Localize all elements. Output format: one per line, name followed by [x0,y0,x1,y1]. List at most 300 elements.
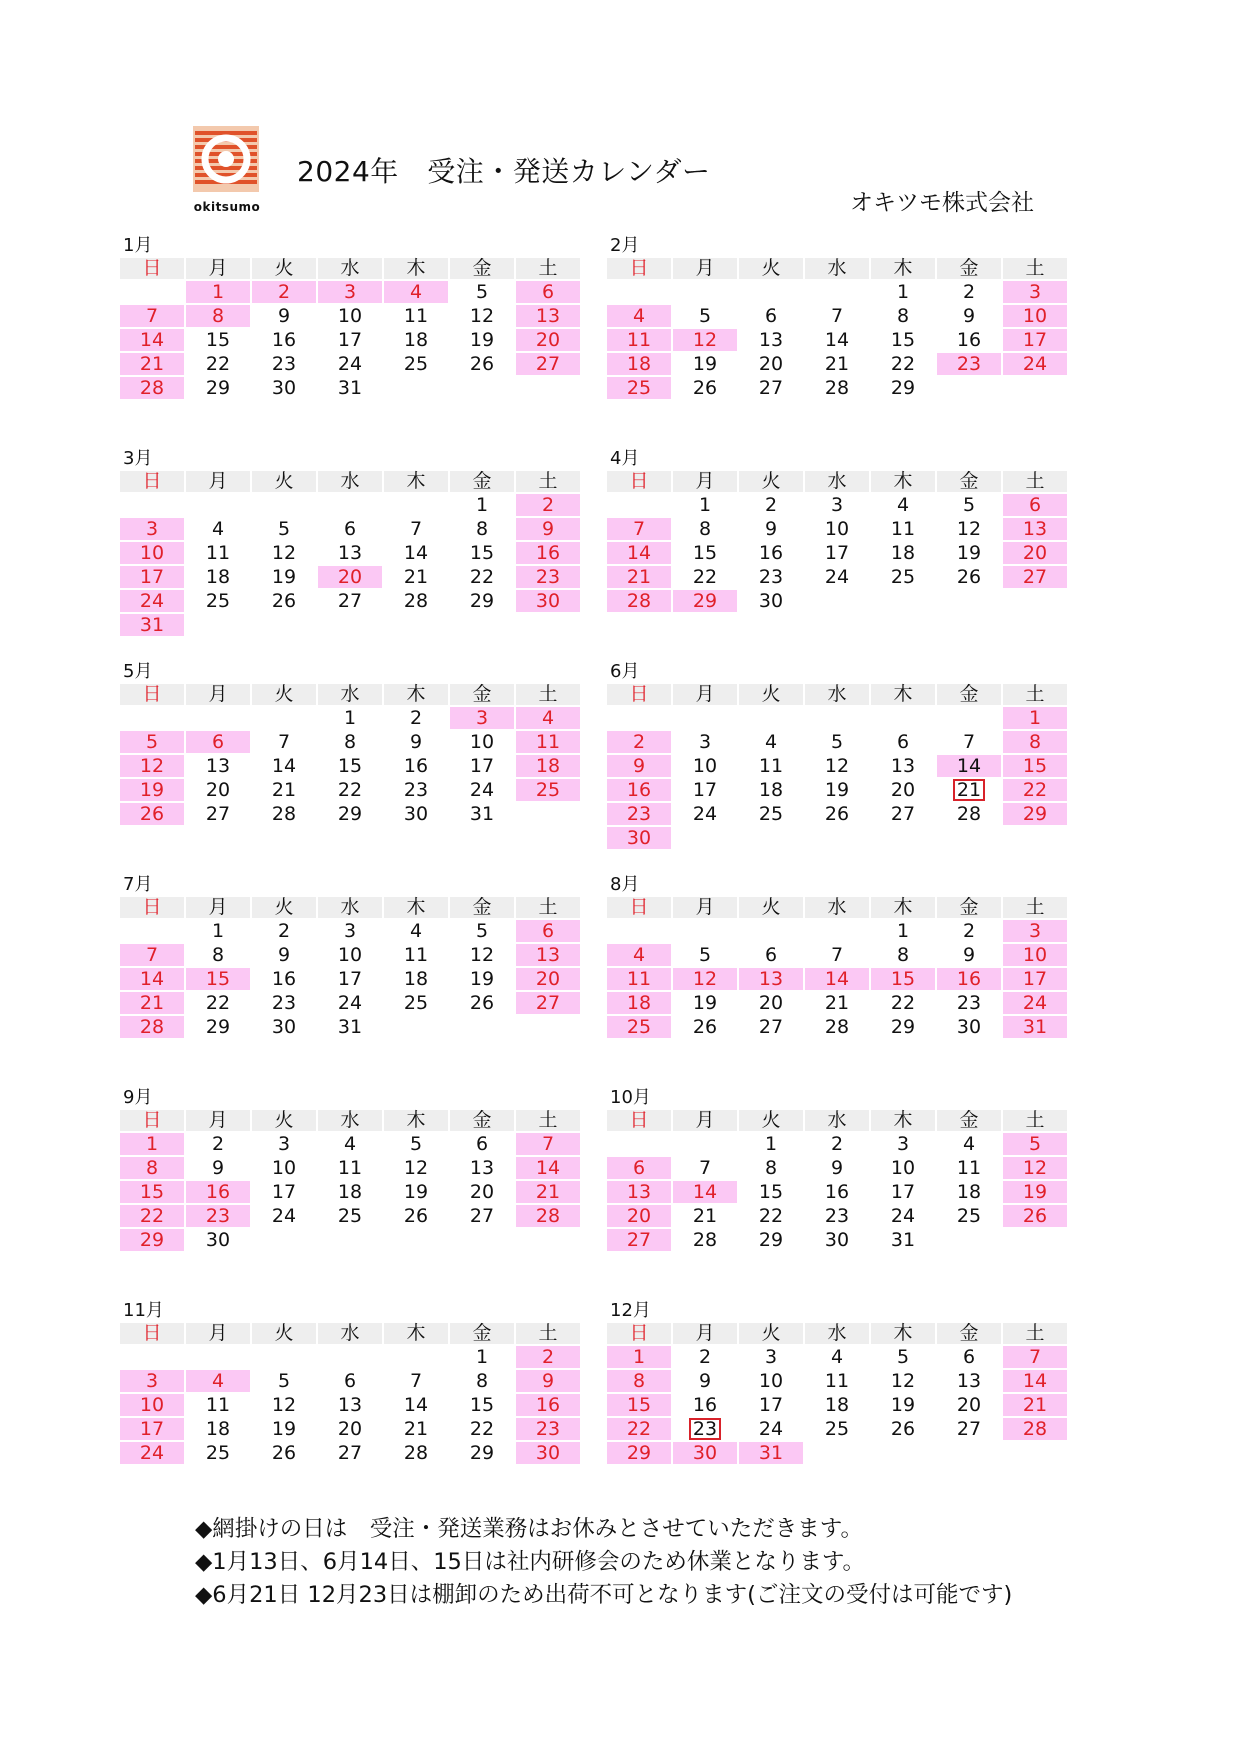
month-grid [607,897,1067,1038]
weekday-header: 火 [252,1323,316,1344]
day-cell: 26 [403,1205,429,1227]
closed-day-cell: 26 [120,803,184,825]
closed-day-cell: 7 [516,1133,580,1155]
weekday-header: 火 [739,684,803,705]
weekday-header: 木 [384,471,448,492]
weekday-header: 土 [516,258,580,279]
day-cell: 2 [962,281,976,303]
day-cell: 10 [337,305,363,327]
day-cell: 25 [890,566,916,588]
closed-day-cell: 13 [1003,518,1067,540]
closed-day-cell: 7 [120,944,184,966]
closed-day-cell: 15 [871,968,935,990]
weekday-header: 火 [739,258,803,279]
month-label: 5月 [123,661,153,682]
day-cell: 17 [692,779,718,801]
closed-day-cell: 17 [120,1418,184,1440]
closed-day-cell: 14 [937,755,1001,777]
day-cell: 13 [469,1157,495,1179]
closed-day-cell: 2 [516,1346,580,1368]
month-label: 10月 [610,1087,651,1108]
month-block [120,873,580,1038]
closed-day-cell: 1 [186,281,250,303]
day-cell: 13 [890,755,916,777]
day-cell: 21 [692,1205,718,1227]
day-cell: 9 [962,944,976,966]
day-cell: 19 [824,779,850,801]
closed-day-cell: 15 [1003,755,1067,777]
day-cell: 19 [271,1418,297,1440]
closed-day-cell: 21 [516,1181,580,1203]
day-cell: 17 [758,1394,784,1416]
note-line: ◆1月13日、6月14日、15日は社内研修会のため休業となります。 [195,1549,866,1575]
weekday-header: 金 [450,684,514,705]
day-cell: 29 [890,377,916,399]
month-block [607,660,1067,849]
closed-day-cell: 11 [516,731,580,753]
day-cell: 22 [205,992,231,1014]
closed-day-cell: 27 [516,992,580,1014]
closed-day-cell: 17 [120,566,184,588]
empty-cell [805,920,869,942]
day-cell: 22 [692,566,718,588]
weekday-header: 火 [252,471,316,492]
day-cell: 1 [475,1346,489,1368]
day-cell: 9 [277,944,291,966]
day-cell: 19 [692,353,718,375]
empty-cell [607,920,671,942]
day-cell: 1 [698,494,712,516]
month-block [120,234,580,399]
day-cell: 17 [469,755,495,777]
closed-day-cell: 8 [186,305,250,327]
month-label: 7月 [123,874,153,895]
day-cell: 26 [271,1442,297,1464]
closed-day-cell: 2 [252,281,316,303]
closed-day-cell: 8 [120,1157,184,1179]
day-cell: 8 [211,944,225,966]
day-cell: 18 [824,1394,850,1416]
day-cell: 23 [824,1205,850,1227]
empty-cell [120,1346,184,1368]
closed-day-cell: 7 [120,305,184,327]
day-cell: 27 [758,1016,784,1038]
day-cell: 5 [277,518,291,540]
weekday-header: 水 [805,471,869,492]
day-cell: 18 [205,566,231,588]
weekday-header: 金 [937,897,1001,918]
weekday-header: 火 [739,1323,803,1344]
day-cell: 28 [824,1016,850,1038]
closed-day-cell: 30 [607,827,671,849]
closed-day-cell: 19 [120,779,184,801]
closed-day-cell: 7 [1003,1346,1067,1368]
day-cell: 23 [271,353,297,375]
closed-day-cell: 18 [607,353,671,375]
day-cell: 15 [692,542,718,564]
day-cell: 27 [890,803,916,825]
day-cell: 30 [205,1229,231,1251]
day-cell: 27 [205,803,231,825]
day-cell: 4 [211,518,225,540]
day-cell: 11 [403,305,429,327]
day-cell: 5 [409,1133,423,1155]
closed-day-cell: 4 [516,707,580,729]
day-cell: 26 [271,590,297,612]
day-cell: 1 [475,494,489,516]
day-cell: 2 [409,707,423,729]
day-cell: 20 [469,1181,495,1203]
day-cell: 28 [403,1442,429,1464]
day-cell: 3 [343,920,357,942]
closed-day-cell: 27 [1003,566,1067,588]
day-cell: 16 [956,329,982,351]
day-cell: 12 [403,1157,429,1179]
empty-cell [186,1346,250,1368]
day-cell: 6 [343,1370,357,1392]
closed-day-cell: 1 [607,1346,671,1368]
note-line: ◆6月21日 12月23日は棚卸のため出荷不可となります(ご注文の受付は可能です) [195,1582,1013,1608]
closed-day-cell: 6 [186,731,250,753]
day-cell: 11 [205,1394,231,1416]
weekday-header: 土 [1003,258,1067,279]
day-cell: 1 [896,281,910,303]
closed-day-cell: 23 [516,566,580,588]
empty-cell [739,707,803,729]
day-cell: 17 [824,542,850,564]
day-cell: 28 [271,803,297,825]
day-cell: 19 [271,566,297,588]
day-cell: 4 [343,1133,357,1155]
closed-day-cell: 3 [120,518,184,540]
weekday-header: 日 [607,471,671,492]
weekday-header: 火 [252,1110,316,1131]
weekday-header: 金 [937,258,1001,279]
empty-cell [186,707,250,729]
day-cell: 19 [469,329,495,351]
weekday-header: 木 [384,684,448,705]
month-grid [607,258,1067,399]
month-label: 3月 [123,448,153,469]
day-cell: 22 [205,353,231,375]
day-cell: 25 [956,1205,982,1227]
closed-day-cell: 6 [607,1157,671,1179]
empty-cell [607,707,671,729]
day-cell: 2 [698,1346,712,1368]
day-cell: 7 [830,944,844,966]
month-label: 12月 [610,1300,651,1321]
day-cell: 8 [896,944,910,966]
day-cell: 22 [469,1418,495,1440]
closed-day-cell: 7 [607,518,671,540]
day-cell: 21 [271,779,297,801]
day-cell: 29 [205,377,231,399]
day-cell: 7 [962,731,976,753]
weekday-header: 土 [1003,897,1067,918]
day-cell: 8 [764,1157,778,1179]
day-cell: 13 [205,755,231,777]
day-cell: 31 [337,377,363,399]
closed-day-cell: 10 [1003,305,1067,327]
day-cell: 17 [890,1181,916,1203]
day-cell: 13 [337,1394,363,1416]
day-cell: 30 [824,1229,850,1251]
month-label: 6月 [610,661,640,682]
day-cell: 25 [758,803,784,825]
closed-day-cell: 23 [186,1205,250,1227]
closed-day-cell: 17 [1003,329,1067,351]
weekday-header: 日 [607,1323,671,1344]
day-cell: 26 [692,377,718,399]
empty-cell [120,494,184,516]
weekday-header: 水 [318,897,382,918]
closed-day-cell: 1 [120,1133,184,1155]
day-cell: 11 [205,542,231,564]
closed-day-cell: 24 [1003,992,1067,1014]
day-cell: 5 [698,305,712,327]
day-cell: 5 [277,1370,291,1392]
closed-day-cell: 20 [516,968,580,990]
day-cell: 28 [956,803,982,825]
day-cell: 4 [830,1346,844,1368]
weekday-header: 土 [1003,684,1067,705]
weekday-header: 土 [1003,471,1067,492]
day-cell: 14 [403,1394,429,1416]
empty-cell [607,1133,671,1155]
weekday-header: 水 [805,258,869,279]
weekday-header: 木 [384,1323,448,1344]
day-cell: 26 [469,992,495,1014]
empty-cell [120,281,184,303]
weekday-header: 木 [871,471,935,492]
day-cell: 8 [698,518,712,540]
closed-day-cell: 23 [516,1418,580,1440]
day-cell: 12 [890,1370,916,1392]
day-cell: 31 [890,1229,916,1251]
weekday-header: 火 [252,684,316,705]
closed-day-cell: 29 [607,1442,671,1464]
weekday-header: 水 [318,471,382,492]
day-cell: 25 [337,1205,363,1227]
closed-day-cell: 21 [1003,1394,1067,1416]
closed-day-cell: 20 [516,329,580,351]
closed-day-cell: 10 [120,542,184,564]
weekday-header: 月 [186,471,250,492]
weekday-header: 日 [607,258,671,279]
closed-day-cell: 16 [516,542,580,564]
day-cell: 21 [403,566,429,588]
day-cell: 31 [469,803,495,825]
empty-cell [318,1346,382,1368]
day-cell: 15 [205,329,231,351]
day-cell: 5 [962,494,976,516]
weekday-header: 金 [937,684,1001,705]
weekday-header: 日 [120,684,184,705]
day-cell: 18 [890,542,916,564]
day-cell: 24 [890,1205,916,1227]
day-cell: 25 [205,1442,231,1464]
day-cell: 9 [698,1370,712,1392]
day-cell: 2 [277,920,291,942]
closed-day-cell: 16 [186,1181,250,1203]
day-cell: 3 [896,1133,910,1155]
day-cell: 6 [896,731,910,753]
closed-day-cell: 3 [1003,920,1067,942]
day-cell: 15 [337,755,363,777]
closed-day-cell: 4 [607,305,671,327]
empty-cell [607,494,671,516]
day-cell: 10 [692,755,718,777]
closed-day-cell: 4 [186,1370,250,1392]
closed-day-cell: 28 [120,377,184,399]
day-cell: 23 [758,566,784,588]
weekday-header: 水 [318,1323,382,1344]
closed-day-cell: 30 [673,1442,737,1464]
day-cell: 8 [475,518,489,540]
weekday-header: 金 [450,258,514,279]
day-cell: 6 [962,1346,976,1368]
weekday-header: 木 [871,897,935,918]
weekday-header: 月 [673,258,737,279]
empty-cell [673,1133,737,1155]
day-cell: 18 [205,1418,231,1440]
day-cell: 12 [469,944,495,966]
day-cell: 7 [277,731,291,753]
weekday-header: 土 [1003,1110,1067,1131]
empty-cell [673,281,737,303]
weekday-header: 木 [384,897,448,918]
day-cell: 26 [890,1418,916,1440]
day-cell: 2 [962,920,976,942]
closed-day-cell: 14 [516,1157,580,1179]
day-cell: 7 [409,518,423,540]
day-cell: 16 [271,329,297,351]
weekday-header: 木 [384,258,448,279]
day-cell: 20 [956,1394,982,1416]
closed-day-cell: 23 [607,803,671,825]
closed-day-cell: 8 [607,1370,671,1392]
day-cell: 20 [337,1418,363,1440]
closed-day-cell: 6 [516,920,580,942]
empty-cell [673,707,737,729]
month-grid [120,471,580,636]
closed-day-cell: 9 [516,518,580,540]
day-cell: 22 [890,353,916,375]
weekday-header: 火 [739,897,803,918]
closed-day-cell: 18 [607,992,671,1014]
day-cell: 2 [211,1133,225,1155]
month-block [607,1299,1067,1464]
day-cell: 11 [337,1157,363,1179]
day-cell: 20 [205,779,231,801]
day-cell: 30 [271,1016,297,1038]
month-grid [607,1110,1067,1251]
day-cell: 12 [271,542,297,564]
day-cell: 26 [824,803,850,825]
weekday-header: 土 [516,1110,580,1131]
day-cell: 30 [956,1016,982,1038]
day-cell: 27 [758,377,784,399]
day-cell: 19 [956,542,982,564]
weekday-header: 日 [607,1110,671,1131]
closed-day-cell: 13 [739,968,803,990]
day-cell: 28 [692,1229,718,1251]
day-cell: 24 [337,353,363,375]
empty-cell [120,707,184,729]
weekday-header: 金 [937,1110,1001,1131]
weekday-header: 月 [186,684,250,705]
empty-cell [805,707,869,729]
closed-day-cell: 13 [516,944,580,966]
day-cell: 27 [337,1442,363,1464]
closed-day-cell: 10 [1003,944,1067,966]
month-label: 2月 [610,235,640,256]
empty-cell [252,1346,316,1368]
closed-day-cell: 17 [1003,968,1067,990]
day-cell: 14 [403,542,429,564]
day-cell: 15 [469,1394,495,1416]
day-cell: 15 [758,1181,784,1203]
weekday-header: 金 [937,471,1001,492]
closed-day-cell: 5 [120,731,184,753]
day-cell: 12 [824,755,850,777]
day-cell: 26 [692,1016,718,1038]
day-cell: 3 [277,1133,291,1155]
inventory-day-cell: 23 [689,1418,721,1440]
closed-day-cell: 22 [120,1205,184,1227]
note-line: ◆網掛けの日は 受注・発送業務はお休みとさせていただきます。 [195,1516,864,1542]
day-cell: 25 [403,992,429,1014]
weekday-header: 土 [516,471,580,492]
weekday-header: 日 [120,471,184,492]
closed-day-cell: 31 [1003,1016,1067,1038]
day-cell: 10 [824,518,850,540]
empty-cell [607,281,671,303]
closed-day-cell: 28 [1003,1418,1067,1440]
closed-day-cell: 12 [673,968,737,990]
day-cell: 25 [403,353,429,375]
day-cell: 17 [271,1181,297,1203]
closed-day-cell: 29 [673,590,737,612]
day-cell: 13 [758,329,784,351]
closed-day-cell: 28 [516,1205,580,1227]
day-cell: 10 [337,944,363,966]
weekday-header: 土 [516,684,580,705]
day-cell: 21 [824,353,850,375]
weekday-header: 金 [450,1110,514,1131]
day-cell: 30 [403,803,429,825]
day-cell: 31 [337,1016,363,1038]
day-cell: 12 [469,305,495,327]
weekday-header: 土 [516,897,580,918]
day-cell: 29 [469,590,495,612]
month-grid [607,684,1067,849]
empty-cell [252,707,316,729]
day-cell: 11 [758,755,784,777]
weekday-header: 水 [805,897,869,918]
day-cell: 9 [211,1157,225,1179]
closed-day-cell: 21 [607,566,671,588]
closed-day-cell: 1 [1003,707,1067,729]
closed-day-cell: 27 [516,353,580,375]
day-cell: 8 [896,305,910,327]
weekday-header: 日 [120,897,184,918]
closed-day-cell: 28 [607,590,671,612]
closed-day-cell: 6 [1003,494,1067,516]
weekday-header: 日 [607,684,671,705]
day-cell: 24 [824,566,850,588]
closed-day-cell: 4 [607,944,671,966]
